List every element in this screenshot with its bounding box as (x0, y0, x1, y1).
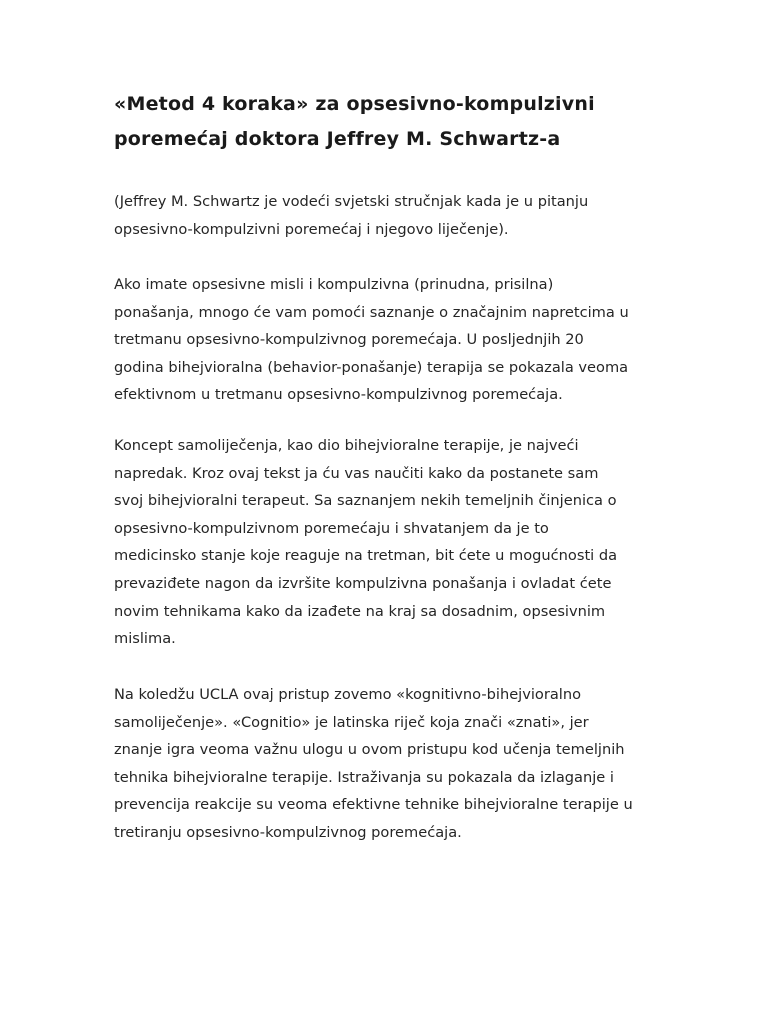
paragraph-line: (Jeffrey M. Schwartz je vodeći svjetski stručnjak kada je u pitanju (114, 193, 589, 210)
paragraph-line: prevencija reakcije su veoma efektivne tehnike bihejvioralne terapije u (114, 796, 633, 814)
paragraph-line: Koncept samoliječenja, kao dio bihejvioralne terapije, je najveći (114, 437, 579, 454)
body-paragraph-1 (114, 271, 629, 409)
paragraph-line: tretmanu opsesivno-kompulzivnog poremećaja. U posljednjih 20 (114, 331, 584, 349)
paragraph-line: Ako imate opsesivne misli i kompulzivna (prinudna, prisilna) (114, 276, 554, 293)
paragraph-line: opsesivno-kompulzivnom poremećaju i shvatanjem da je to (114, 519, 549, 537)
paragraph-line: efektivnom u tretmanu opsesivno-kompulzivnog poremećaja. (114, 386, 563, 404)
title-line: «Metod 4 koraka» za opsesivno-kompulzivni (114, 93, 595, 115)
paragraph-line: znanje igra veoma važnu ulogu u ovom pristupu kod učenja temeljnih (114, 741, 625, 759)
body-paragraph-2 (114, 432, 617, 653)
paragraph-line: mislima. (114, 630, 176, 648)
paragraph-line: tretiranju opsesivno-kompulzivnog poremećaja. (114, 823, 462, 841)
intro-paragraph (114, 188, 588, 243)
paragraph-line: ponašanja, mnogo će vam pomoći saznanje o značajnim napretcima u (114, 303, 629, 321)
paragraph-line: Na koledžu UCLA ovaj pristup zovemo «kognitivno-bihejvioralno (114, 686, 582, 703)
document-title (114, 87, 674, 157)
paragraph-line: godina bihejvioralna (behavior-ponašanje) terapija se pokazala veoma (114, 358, 629, 376)
body-paragraph-3 (114, 681, 633, 847)
paragraph-line: novim tehnikama kako da izađete na kraj sa dosadnim, opsesivnim (114, 602, 606, 620)
paragraph-line: medicinsko stanje koje reaguje na tretman, bit ćete u mogućnosti da (114, 547, 618, 565)
title-line: poremećaj doktora Jeffrey M. Schwartz-a (114, 128, 561, 150)
paragraph-line: prevaziđete nagon da izvršite kompulzivna ponašanja i ovladat ćete (114, 574, 612, 592)
paragraph-line: napredak. Kroz ovaj tekst ja ću vas naučiti kako da postanete sam (114, 464, 599, 482)
paragraph-line: svoj bihejvioralni terapeut. Sa saznanjem nekih temeljnih činjenica o (114, 492, 617, 510)
paragraph-line: tehnika bihejvioralne terapije. Istraživanja su pokazala da izlaganje i (114, 768, 614, 786)
paragraph-line: opsesivno-kompulzivni poremećaj i njegovo liječenje). (114, 220, 509, 238)
paragraph-line: samoliječenje». «Cognitio» je latinska riječ koja znači «znati», jer (114, 713, 589, 731)
document-page (114, 87, 674, 841)
